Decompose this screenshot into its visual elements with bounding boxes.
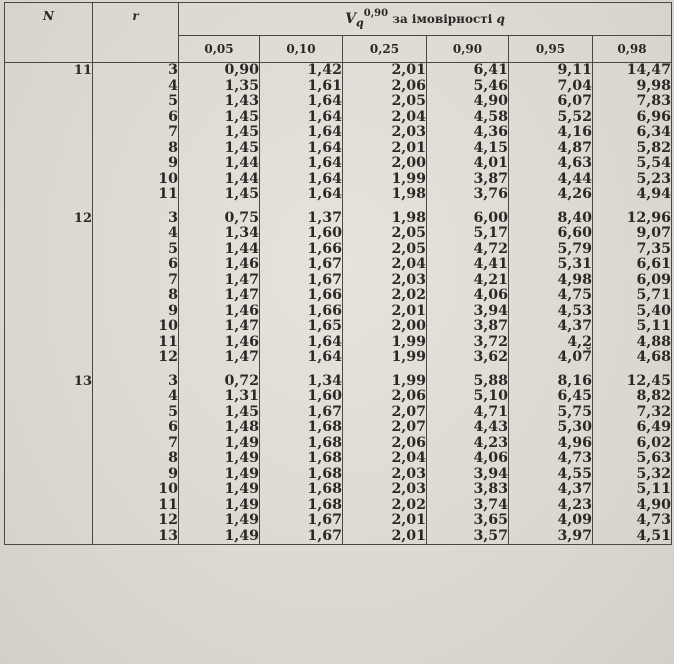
n-cell	[5, 288, 93, 304]
value-cell: 7,83	[593, 94, 672, 110]
value-cell: 1,44	[179, 156, 260, 172]
value-cell: 5,11	[593, 319, 672, 335]
table-row	[5, 467, 672, 483]
value-cell: 4,94	[593, 187, 672, 203]
table-row	[5, 125, 672, 141]
value-cell: 1,47	[179, 319, 260, 335]
value-cell: 5,46	[427, 79, 509, 95]
value-cell: 1,44	[179, 242, 260, 258]
table-row	[5, 288, 672, 304]
value-cell: 4,2̬	[509, 335, 593, 351]
value-cell: 1,64	[260, 156, 343, 172]
table-row	[5, 374, 672, 390]
value-cell: 6,07	[509, 94, 593, 110]
value-cell: 2,04	[343, 257, 427, 273]
probability-header: 0,98	[593, 36, 672, 63]
value-cell: 1,99	[343, 350, 427, 366]
n-cell	[5, 172, 93, 188]
table-row	[5, 79, 672, 95]
n-cell	[5, 451, 93, 467]
value-cell: 2,06	[343, 389, 427, 405]
table-row	[5, 451, 672, 467]
table-row	[5, 304, 672, 320]
probability-header: 0,25	[343, 36, 427, 63]
r-cell: 7	[93, 125, 179, 141]
n-cell	[5, 110, 93, 126]
value-cell: 14,47	[593, 63, 672, 79]
value-cell: 4,73	[593, 513, 672, 529]
n-cell	[5, 513, 93, 529]
n-cell	[5, 389, 93, 405]
value-cell: 1,61	[260, 79, 343, 95]
value-cell: 3,65	[427, 513, 509, 529]
value-cell: 3,72	[427, 335, 509, 351]
r-cell: 8	[93, 451, 179, 467]
value-cell: 1,67	[260, 273, 343, 289]
value-cell: 1,43	[179, 94, 260, 110]
n-cell	[5, 436, 93, 452]
r-cell: 3	[93, 63, 179, 79]
table-row	[5, 172, 672, 188]
value-cell: 1,49	[179, 529, 260, 545]
value-cell: 6,34	[593, 125, 672, 141]
value-cell: 1,68	[260, 436, 343, 452]
value-cell: 1,98	[343, 187, 427, 203]
value-cell: 4,87	[509, 141, 593, 157]
value-cell: 1,31	[179, 389, 260, 405]
value-cell: 4,44	[509, 172, 593, 188]
r-cell: 3	[93, 374, 179, 390]
value-cell: 1,64	[260, 125, 343, 141]
spacer-cell	[93, 203, 179, 211]
value-cell: 1,99	[343, 172, 427, 188]
probability-header: 0,90	[427, 36, 509, 63]
probability-label: за імовірності	[392, 12, 493, 27]
value-cell: 1,45	[179, 187, 260, 203]
table-row	[5, 513, 672, 529]
value-cell: 1,65	[260, 319, 343, 335]
value-cell: 1,99	[343, 374, 427, 390]
value-cell: 1,34	[179, 226, 260, 242]
value-cell: 1,66	[260, 288, 343, 304]
value-cell: 1,47	[179, 288, 260, 304]
value-cell: 2,00	[343, 319, 427, 335]
value-cell: 4,88	[593, 335, 672, 351]
value-cell: 4,90	[427, 94, 509, 110]
value-cell: 2,05	[343, 242, 427, 258]
value-cell: 1,66	[260, 242, 343, 258]
value-cell: 1,64	[260, 94, 343, 110]
value-cell: 4,68	[593, 350, 672, 366]
value-cell: 4,01	[427, 156, 509, 172]
value-cell: 4,98	[509, 273, 593, 289]
table-row	[5, 141, 672, 157]
value-cell: 5,30	[509, 420, 593, 436]
value-cell: 6,09	[593, 273, 672, 289]
value-cell: 5,54	[593, 156, 672, 172]
value-cell: 1,67	[260, 513, 343, 529]
value-cell: 6,60	[509, 226, 593, 242]
value-cell: 5,23	[593, 172, 672, 188]
value-cell: 2,01	[343, 529, 427, 545]
r-cell: 8	[93, 288, 179, 304]
value-cell: 1,49	[179, 467, 260, 483]
r-cell: 12	[93, 350, 179, 366]
value-cell: 5,10	[427, 389, 509, 405]
n-cell	[5, 529, 93, 545]
probability-q: q	[496, 12, 505, 27]
value-cell: 1,98	[343, 211, 427, 227]
table-row	[5, 350, 672, 366]
n-cell	[5, 335, 93, 351]
value-cell: 8,16	[509, 374, 593, 390]
value-cell: 3,83	[427, 482, 509, 498]
table-row	[5, 498, 672, 514]
r-cell: 4	[93, 79, 179, 95]
value-cell: 9,11	[509, 63, 593, 79]
value-cell: 2,07	[343, 420, 427, 436]
n-cell	[5, 257, 93, 273]
table-row	[5, 211, 672, 227]
value-cell: 4,43	[427, 420, 509, 436]
value-cell: 4,51	[593, 529, 672, 545]
value-cell: 5,17	[427, 226, 509, 242]
value-cell: 2,04	[343, 451, 427, 467]
value-cell: 4,21	[427, 273, 509, 289]
value-cell: 1,49	[179, 436, 260, 452]
table-row	[5, 226, 672, 242]
value-cell: 3,57	[427, 529, 509, 545]
table-row	[5, 436, 672, 452]
value-cell: 2,03	[343, 482, 427, 498]
table-row	[5, 529, 672, 545]
n-cell	[5, 79, 93, 95]
value-cell: 4,06	[427, 288, 509, 304]
value-cell: 0,72	[179, 374, 260, 390]
n-cell: 13	[5, 374, 93, 390]
r-cell: 8	[93, 141, 179, 157]
n-cell	[5, 420, 93, 436]
value-cell: 2,05	[343, 226, 427, 242]
value-cell: 6,00	[427, 211, 509, 227]
value-cell: 2,02	[343, 498, 427, 514]
value-cell: 4,58	[427, 110, 509, 126]
value-cell: 4,37	[509, 319, 593, 335]
value-cell: 1,47	[179, 350, 260, 366]
value-cell: 4,09	[509, 513, 593, 529]
value-cell: 7,04	[509, 79, 593, 95]
r-cell: 4	[93, 389, 179, 405]
value-cell: 4,07	[509, 350, 593, 366]
value-cell: 3,97	[509, 529, 593, 545]
probability-header: 0,10	[260, 36, 343, 63]
value-cell: 2,03	[343, 467, 427, 483]
table-row	[5, 110, 672, 126]
table-row	[5, 257, 672, 273]
r-cell: 10	[93, 482, 179, 498]
value-cell: 5,88	[427, 374, 509, 390]
value-cell: 0,75	[179, 211, 260, 227]
value-cell: 6,96	[593, 110, 672, 126]
value-cell: 1,67	[260, 529, 343, 545]
n-cell	[5, 242, 93, 258]
value-cell: 4,15	[427, 141, 509, 157]
v-subscript: q	[356, 16, 364, 30]
value-cell: 4,23	[427, 436, 509, 452]
value-cell: 5,79	[509, 242, 593, 258]
value-cell: 1,64	[260, 110, 343, 126]
probability-header: 0,05	[179, 36, 260, 63]
n-cell	[5, 125, 93, 141]
v-superscript: 0,90	[363, 8, 389, 20]
r-cell: 11	[93, 187, 179, 203]
r-cell: 7	[93, 436, 179, 452]
column-header-r: r	[93, 3, 179, 63]
value-cell: 1,68	[260, 498, 343, 514]
value-cell: 4,16	[509, 125, 593, 141]
table-row	[5, 94, 672, 110]
value-cell: 12,96	[593, 211, 672, 227]
value-cell: 5,63	[593, 451, 672, 467]
n-cell	[5, 498, 93, 514]
value-cell: 3,94	[427, 467, 509, 483]
table-body	[5, 63, 672, 545]
n-cell	[5, 273, 93, 289]
value-cell: 1,37	[260, 211, 343, 227]
table-row	[5, 187, 672, 203]
value-cell: 5,71	[593, 288, 672, 304]
n-cell	[5, 226, 93, 242]
value-cell: 4,55	[509, 467, 593, 483]
value-cell: 1,64	[260, 141, 343, 157]
value-cell: 6,02	[593, 436, 672, 452]
value-cell: 1,60	[260, 226, 343, 242]
value-cell: 2,06	[343, 79, 427, 95]
value-cell: 1,68	[260, 420, 343, 436]
n-cell	[5, 94, 93, 110]
spacer-cell	[93, 366, 179, 374]
table-row	[5, 273, 672, 289]
value-cell: 6,49	[593, 420, 672, 436]
r-cell: 7	[93, 273, 179, 289]
header-row-top	[5, 3, 672, 36]
r-cell: 11	[93, 335, 179, 351]
n-cell	[5, 187, 93, 203]
value-cell: 1,49	[179, 513, 260, 529]
value-cell: 1,99	[343, 335, 427, 351]
r-cell: 3	[93, 211, 179, 227]
value-cell: 4,23	[509, 498, 593, 514]
r-cell: 5	[93, 405, 179, 421]
value-cell: 1,68	[260, 451, 343, 467]
r-cell: 12	[93, 513, 179, 529]
value-cell: 5,31	[509, 257, 593, 273]
table-row	[5, 420, 672, 436]
value-cell: 1,45	[179, 405, 260, 421]
value-cell: 2,01	[343, 141, 427, 157]
value-cell: 2,03	[343, 273, 427, 289]
value-cell: 1,49	[179, 451, 260, 467]
value-cell: 4,71	[427, 405, 509, 421]
r-cell: 6	[93, 110, 179, 126]
value-cell: 1,47	[179, 273, 260, 289]
value-cell: 5,11	[593, 482, 672, 498]
table-row	[5, 242, 672, 258]
table-row	[5, 319, 672, 335]
column-header-n: N	[5, 3, 93, 63]
n-cell	[5, 156, 93, 172]
value-cell: 1,64	[260, 335, 343, 351]
value-cell: 1,66	[260, 304, 343, 320]
r-cell: 13	[93, 529, 179, 545]
r-cell: 5	[93, 242, 179, 258]
value-cell: 4,37	[509, 482, 593, 498]
value-cell: 4,96	[509, 436, 593, 452]
value-cell: 4,26	[509, 187, 593, 203]
v-symbol: V	[345, 11, 357, 28]
value-cell: 1,68	[260, 482, 343, 498]
value-cell: 5,82	[593, 141, 672, 157]
value-cell: 1,67	[260, 257, 343, 273]
value-cell: 2,06	[343, 436, 427, 452]
spacer-cell	[5, 203, 93, 211]
value-cell: 3,87	[427, 319, 509, 335]
r-cell: 4	[93, 226, 179, 242]
spacer-cell	[5, 366, 93, 374]
value-cell: 1,67	[260, 405, 343, 421]
table-row	[5, 335, 672, 351]
value-cell: 5,32	[593, 467, 672, 483]
value-cell: 4,63	[509, 156, 593, 172]
value-cell: 6,61	[593, 257, 672, 273]
value-cell: 4,73	[509, 451, 593, 467]
value-cell: 2,02	[343, 288, 427, 304]
r-cell: 6	[93, 257, 179, 273]
value-cell: 1,64	[260, 187, 343, 203]
n-cell	[5, 141, 93, 157]
r-cell: 9	[93, 304, 179, 320]
value-cell: 1,35	[179, 79, 260, 95]
n-cell	[5, 467, 93, 483]
value-cell: 1,45	[179, 141, 260, 157]
table-row	[5, 63, 672, 79]
r-cell: 11	[93, 498, 179, 514]
value-cell: 8,82	[593, 389, 672, 405]
table-row	[5, 482, 672, 498]
value-cell: 2,07	[343, 405, 427, 421]
value-cell: 1,34	[260, 374, 343, 390]
value-cell: 6,41	[427, 63, 509, 79]
value-cell: 3,62	[427, 350, 509, 366]
statistics-table	[4, 2, 672, 545]
value-cell: 5,40	[593, 304, 672, 320]
value-cell: 2,01	[343, 304, 427, 320]
r-cell: 10	[93, 172, 179, 188]
value-cell: 1,45	[179, 125, 260, 141]
table-row	[5, 405, 672, 421]
value-cell: 1,49	[179, 498, 260, 514]
value-cell: 5,75	[509, 405, 593, 421]
n-cell	[5, 405, 93, 421]
value-cell: 1,46	[179, 335, 260, 351]
value-cell: 4,41	[427, 257, 509, 273]
value-cell: 2,05	[343, 94, 427, 110]
value-cell: 9,07	[593, 226, 672, 242]
n-cell: 12	[5, 211, 93, 227]
n-cell: 11	[5, 63, 93, 79]
n-cell	[5, 482, 93, 498]
column-header-main	[179, 3, 672, 36]
r-cell: 9	[93, 156, 179, 172]
table-row	[5, 156, 672, 172]
r-cell: 9	[93, 467, 179, 483]
table-row	[5, 389, 672, 405]
value-cell: 6,45	[509, 389, 593, 405]
value-cell: 2,01	[343, 513, 427, 529]
value-cell: 1,48	[179, 420, 260, 436]
value-cell: 1,64	[260, 350, 343, 366]
value-cell: 4,72	[427, 242, 509, 258]
value-cell: 12,45	[593, 374, 672, 390]
value-cell: 1,46	[179, 257, 260, 273]
value-cell: 1,60	[260, 389, 343, 405]
n-cell	[5, 350, 93, 366]
value-cell: 1,42	[260, 63, 343, 79]
value-cell: 4,90	[593, 498, 672, 514]
value-cell: 3,74	[427, 498, 509, 514]
value-cell: 3,87	[427, 172, 509, 188]
value-cell: 7,32	[593, 405, 672, 421]
n-cell	[5, 304, 93, 320]
value-cell: 3,76	[427, 187, 509, 203]
r-cell: 5	[93, 94, 179, 110]
value-cell: 4,75	[509, 288, 593, 304]
r-cell: 10	[93, 319, 179, 335]
probability-header: 0,95	[509, 36, 593, 63]
value-cell: 4,36	[427, 125, 509, 141]
value-cell: 1,49	[179, 482, 260, 498]
value-cell: 3,94	[427, 304, 509, 320]
value-cell: 4,53	[509, 304, 593, 320]
value-cell: 1,64	[260, 172, 343, 188]
value-cell: 1,45	[179, 110, 260, 126]
value-cell: 2,01	[343, 63, 427, 79]
value-cell: 2,03	[343, 125, 427, 141]
value-cell: 1,44	[179, 172, 260, 188]
value-cell: 5,52	[509, 110, 593, 126]
value-cell: 9,98	[593, 79, 672, 95]
value-cell: 8,40	[509, 211, 593, 227]
value-cell: 0,90	[179, 63, 260, 79]
value-cell: 1,46	[179, 304, 260, 320]
value-cell: 7,35	[593, 242, 672, 258]
value-cell: 4,06	[427, 451, 509, 467]
value-cell: 2,04	[343, 110, 427, 126]
n-cell	[5, 319, 93, 335]
value-cell: 1,68	[260, 467, 343, 483]
value-cell: 2,00	[343, 156, 427, 172]
r-cell: 6	[93, 420, 179, 436]
